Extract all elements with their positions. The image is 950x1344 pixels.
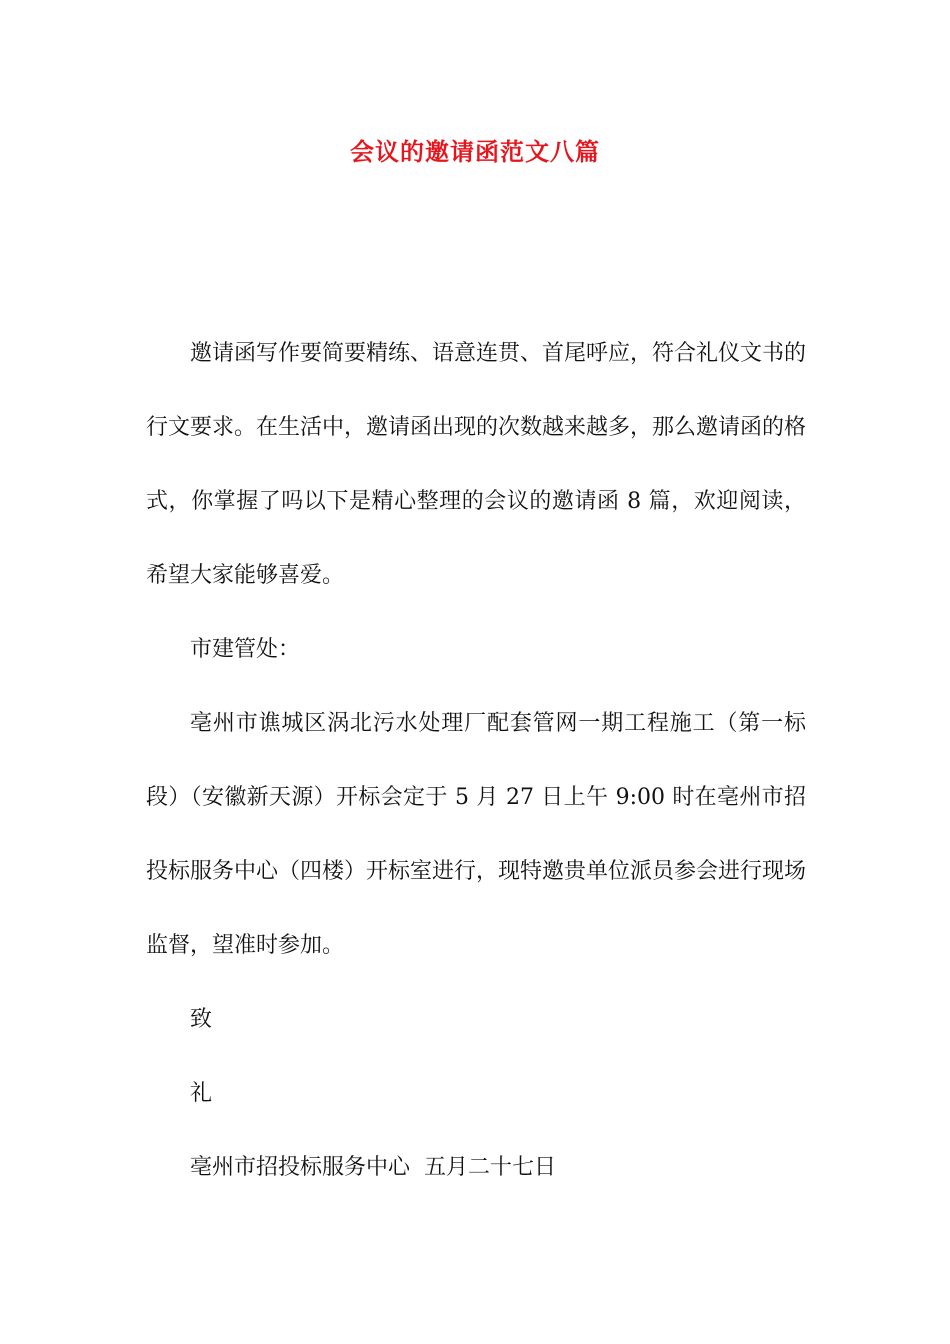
salutation: 市建管处： xyxy=(190,637,301,662)
invitation-paragraph: 亳州市谯城区涡北污水处理厂配套管网一期工程施工（第一标段）（安徽新天源）开标会定于 5 月 27 日上午 9:00 时在亳州市招投标服务中心（四楼）开标室进行，现特邀贵单位派员参会进行现场监督，望准时参加。 xyxy=(146,711,807,958)
intro-paragraph: 邀请函写作要简要精练、语意连贯、首尾呼应，符合礼仪文书的行文要求。在生活中，邀请函出现的次数越来越多，那么邀请函的格式，你掌握了吗以下是精心整理的会议的邀请函 8 篇，欢迎阅读，希望大家能够喜爱。 xyxy=(146,341,807,588)
document-title: 会议的邀请函范文八篇 xyxy=(350,137,600,166)
closing-zhi: 致 xyxy=(190,1007,213,1032)
document-body xyxy=(146,317,806,1205)
closing-li: 礼 xyxy=(190,1081,213,1106)
signature-date: 亳州市招投标服务中心 五月二十七日 xyxy=(190,1155,556,1180)
